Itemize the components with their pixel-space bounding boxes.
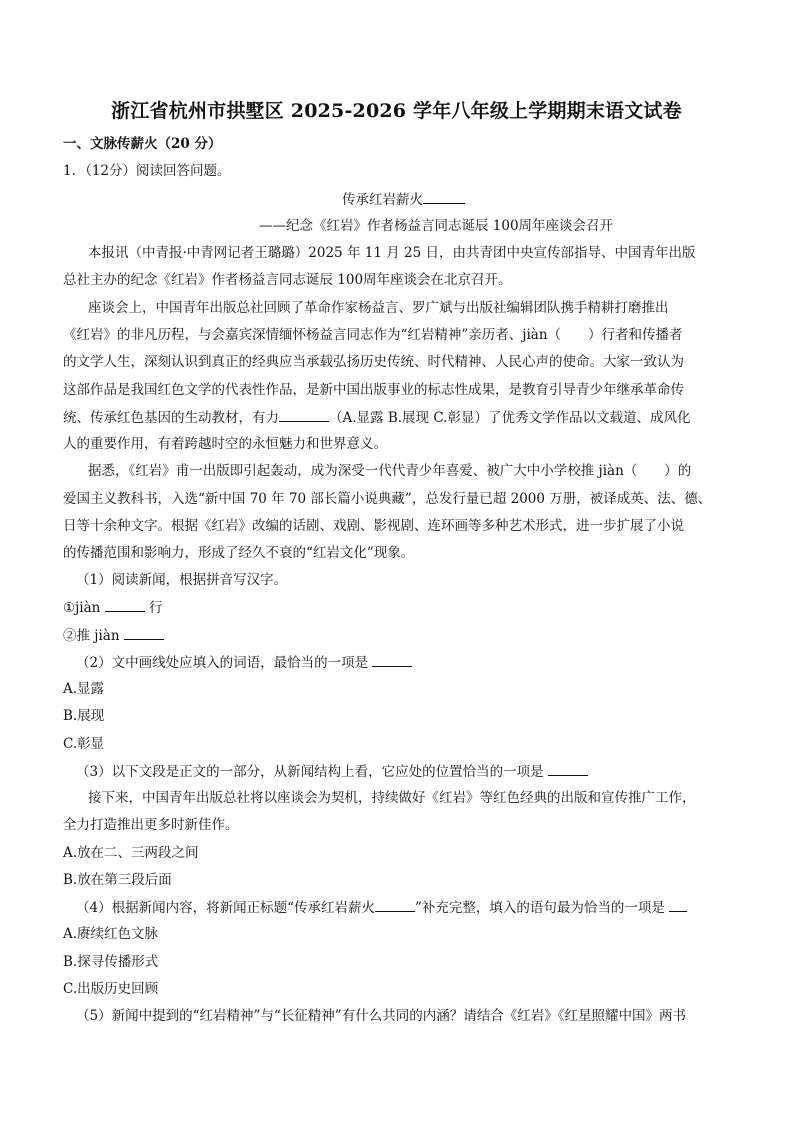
passage-line: 全力打造推出更多时新佳作。	[63, 817, 239, 833]
exam-title: 浙江省杭州市拱墅区 2025-2026 学年八年级上学期期末语文试卷	[111, 100, 682, 122]
option[interactable]: B.放在第三段后面	[63, 872, 172, 888]
section-heading: 一、文脉传薪火（20 分）	[63, 136, 222, 152]
answer-blank[interactable]	[372, 652, 412, 667]
option[interactable]: B.探寻传播形式	[63, 954, 159, 970]
paragraph-line: 人的重要作用，有着跨越时空的永恒魅力和世界意义。	[63, 436, 387, 452]
paragraph-line: 总社主办的纪念《红岩》作者杨益言同志诞辰 100周年座谈会在北京召开。	[63, 272, 512, 288]
subquestion-1-b: ②推 jiàn	[63, 625, 164, 646]
subquestion-3: （3）以下文段是正文的一部分，从新闻结构上看，它应处的位置恰当的一项是	[76, 761, 588, 782]
option[interactable]: B.展现	[63, 708, 105, 724]
answer-blank[interactable]	[124, 625, 164, 640]
paragraph-line: 《红岩》的非凡历程，与会嘉宾深情缅怀杨益言同志作为“红岩精神”亲历者、jiàn（ ）行者和传播者	[63, 327, 683, 343]
subquestion-4: （4）根据新闻内容，将新闻正标题“传承红岩薪火 ”补充完整，填入的语句最为恰当的一项是	[76, 897, 687, 918]
question-1-stem: 1．（12分）阅读回答问题。	[63, 163, 231, 179]
paragraph-line: 日等十余种文字。根据《红岩》改编的话剧、戏剧、影视剧、连环画等多种艺术形式，进一步扩展了小说	[63, 518, 684, 534]
subquestion-5: （5）新闻中提到的“红岩精神”与“长征精神”有什么共同的内涵？请结合《红岩》《红星照耀中国》两书	[76, 1008, 686, 1024]
subquestion-1: （1）阅读新闻，根据拼音写汉字。	[76, 572, 288, 588]
answer-blank[interactable]	[669, 897, 687, 912]
answer-blank[interactable]	[548, 761, 588, 776]
paragraph-line: 的文学人生，深刻认识到真正的经典应当承载弘扬历史传统、时代精神、人民心声的使命。大家一致认为	[63, 354, 684, 370]
paragraph-line: 座谈会上，中国青年出版总社回顾了革命作家杨益言、罗广斌与出版社编辑团队携手精耕打磨推出	[88, 300, 669, 316]
paragraph-line: 统、传承红色基因的生动教材，有力 （A.显露 B.展现 C.彰显）了优秀文学作品以文载道、成风化	[63, 407, 690, 428]
fill-blank	[279, 407, 329, 422]
answer-blank[interactable]	[105, 597, 145, 612]
option[interactable]: C.彰显	[63, 736, 105, 752]
option[interactable]: A.显露	[63, 681, 105, 697]
paragraph-line: 爱国主义教科书，入选“新中国 70 年 70 部长篇小说典藏”，总发行量已超 2000 万册，被译成英、法、德、	[63, 491, 712, 507]
passage-line: 接下来，中国青年出版总社将以座谈会为契机，持续做好《红岩》等红色经典的出版和宣传推广工作，	[88, 790, 696, 806]
news-title: 传承红岩薪火	[342, 189, 465, 210]
paragraph-line: 本报讯（中青报·中青网记者王璐璐）2025 年 11 月 25 日，由共青团中央宣传部指导、中国青年出版	[88, 245, 696, 261]
subquestion-1-a: ①jiàn 行	[63, 597, 162, 618]
option[interactable]: A.赓续红色文脉	[63, 926, 159, 942]
paragraph-line: 的传播范围和影响力，形成了经久不衰的“红岩文化”现象。	[63, 545, 415, 561]
title-blank	[423, 189, 465, 204]
news-subtitle: ——纪念《红岩》作者杨益言同志诞辰 100周年座谈会召开	[259, 218, 614, 234]
option[interactable]: C.出版历史回顾	[63, 981, 159, 997]
option[interactable]: A.放在二、三两段之间	[63, 845, 199, 861]
paragraph-line: 这部作品是我国红色文学的代表性作品，是新中国出版事业的标志性成果，是教育引导青少年继承革命传	[63, 382, 684, 398]
paragraph-line: 据悉，《红岩》甫一出版即引起轰动，成为深受一代代青少年喜爱、被广大中小学校推 jiàn（ ）的	[88, 463, 692, 479]
subquestion-2: （2）文中画线处应填入的词语，最恰当的一项是	[76, 652, 412, 673]
title-blank	[375, 897, 415, 912]
